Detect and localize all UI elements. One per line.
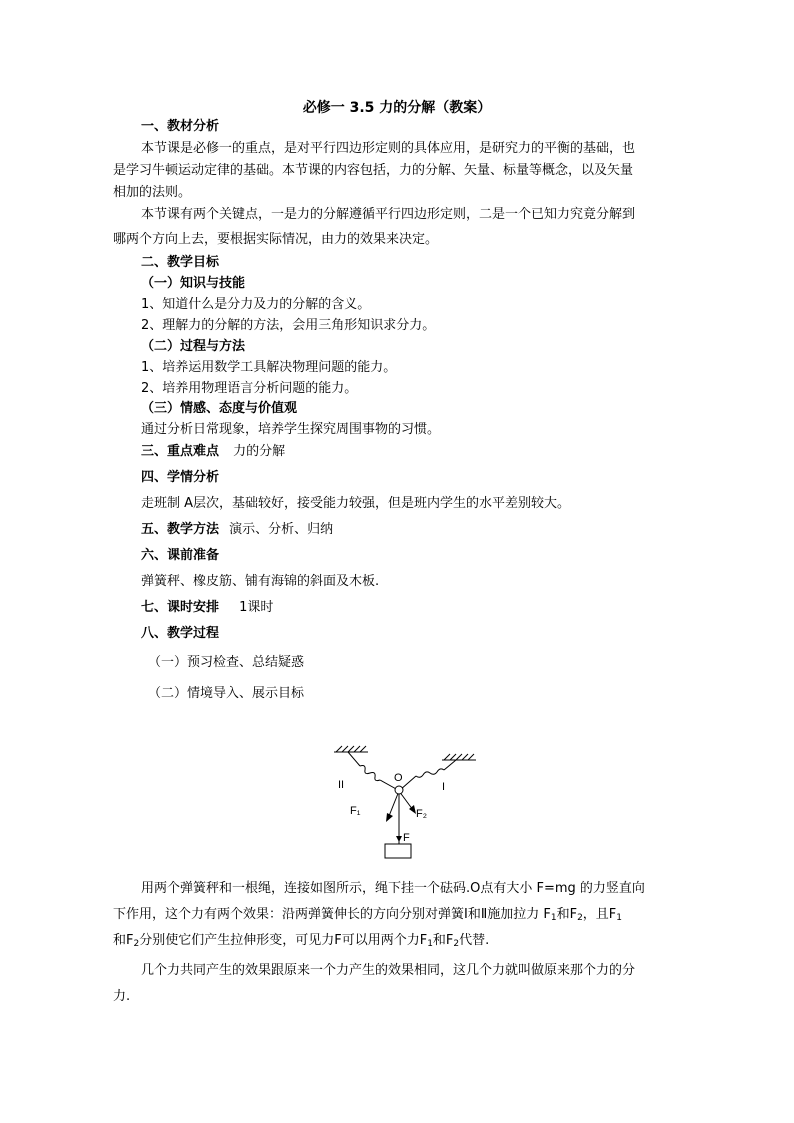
section-heading-2: 二、教学目标 — [141, 255, 220, 270]
section-5-content: 演示、分析、归纳 — [229, 522, 334, 537]
label-point-o: O — [394, 772, 403, 784]
section-heading-1: 一、教材分析 — [141, 119, 220, 134]
label-f: F — [403, 832, 410, 844]
page-title: 必修一 3.5 力的分解（教案） — [302, 100, 492, 116]
section-3-row — [141, 443, 285, 461]
process-step-2: （二）情境导入、展示目标 — [148, 686, 305, 701]
f1-arrow-head — [386, 813, 393, 822]
left-ceiling-hatch — [336, 746, 366, 752]
sec1-p2-line1: 本节课有两个关键点，一是力的分解遵循平行四边形定则，二是一个已知力究竟分解到 — [141, 207, 636, 222]
section-heading-8: 八、教学过程 — [141, 626, 220, 641]
label-f1: F₁ — [350, 805, 361, 817]
goal-item-4: 2、培养用物理语言分析问题的能力。 — [141, 381, 358, 396]
goal-item-2: 2、理解力的分解的方法，会用三角形知识求分力。 — [141, 318, 436, 333]
section-7-content: 1课时 — [239, 600, 274, 615]
right-string-upper — [444, 760, 456, 770]
spring-scale-figure — [320, 738, 490, 868]
label-spring-i: I — [442, 781, 446, 793]
section-heading-7: 七、课时安排 — [141, 600, 220, 615]
section-heading-3: 三、重点难点 — [141, 444, 220, 459]
spring-ii — [360, 766, 380, 781]
f1-arrow-shaft — [389, 791, 399, 816]
section-heading-5: 五、教学方法 — [141, 522, 220, 537]
body-line-3: 和$F_2$分别使它们产生拉伸形变，可见力F可以用两个力$F_1$和$F_2$代替. — [113, 933, 490, 949]
point-o-circle — [395, 786, 403, 794]
body-p2-line1: 几个力共同产生的效果跟原来一个力产生的效果相同，这几个力就叫做原来那个力的分 — [141, 963, 636, 978]
subheading-attitude: （三）情感、态度与价值观 — [141, 401, 298, 416]
right-ceiling-hatch — [444, 754, 474, 760]
body-line-2: 下作用，这个力有两个效果：沿两弹簧伸长的方向分别对弹簧Ⅰ和Ⅱ施加拉力 $F_1$和$F_2$，且$F_1$ — [113, 907, 623, 923]
section-5-row — [141, 521, 333, 539]
f-arrow-head — [396, 836, 402, 842]
subheading-knowledge: （一）知识与技能 — [141, 276, 246, 291]
goal-item-3: 1、培养运用数学工具解决物理问题的能力。 — [141, 360, 397, 375]
goal-item-5: 通过分析日常现象，培养学生探究周围事物的习惯。 — [141, 422, 441, 437]
section-heading-6: 六、课前准备 — [141, 548, 220, 563]
subheading-process: （二）过程与方法 — [141, 339, 246, 354]
section-4-content: 走班制 A层次，基础较好，接受能力较强，但是班内学生的水平差别较大。 — [141, 496, 571, 511]
sec1-p1-line1: 本节课是必修一的重点，是对平行四边形定则的具体应用，是研究力的平衡的基础，也 — [141, 141, 636, 156]
section-7-row — [141, 599, 273, 617]
left-string-upper — [348, 752, 360, 766]
section-heading-4: 四、学情分析 — [141, 470, 220, 485]
spring-i — [416, 769, 444, 777]
sec1-p1-line3: 相加的法则。 — [113, 185, 192, 200]
label-spring-ii: II — [338, 779, 345, 791]
weight-block — [385, 844, 411, 858]
label-f2: F₂ — [416, 808, 427, 820]
section-6-content: 弹簧秤、橡皮筋、铺有海锦的斜面及木板. — [141, 574, 380, 589]
sec1-p2-line2: 哪两个方向上去，要根据实际情况，由力的效果来决定。 — [113, 232, 439, 247]
body-line-1: 用两个弹簧秤和一根绳，连接如图所示，绳下挂一个砝码.O点有大小 F=mg 的力竖直向 — [141, 881, 645, 896]
goal-item-1: 1、知道什么是分力及力的分解的含义。 — [141, 297, 371, 312]
section-3-content: 力的分解 — [233, 444, 286, 459]
process-step-1: （一）预习检查、总结疑惑 — [148, 655, 305, 670]
body-p2-line2: 力. — [113, 989, 131, 1004]
sec1-p1-line2: 是学习牛顿运动定律的基础。本节课的内容包括，力的分解、矢量、标量等概念，以及矢量 — [113, 163, 634, 178]
